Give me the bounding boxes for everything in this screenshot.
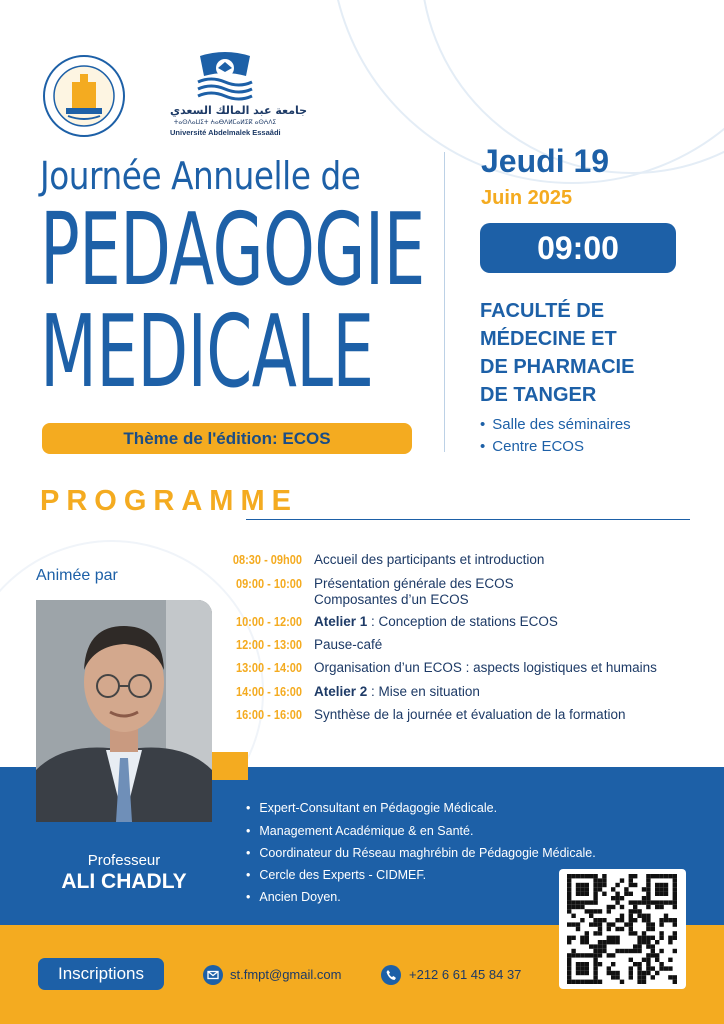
speaker-photo bbox=[36, 600, 212, 822]
programme-activity bbox=[314, 614, 558, 630]
university-emblem-icon bbox=[170, 52, 280, 102]
programme-activity bbox=[314, 552, 544, 568]
inscriptions-button[interactable]: Inscriptions bbox=[38, 958, 164, 990]
event-month: Juin 2025 bbox=[481, 187, 573, 209]
vertical-divider bbox=[444, 152, 445, 452]
email-icon bbox=[203, 965, 223, 985]
programme-activity bbox=[314, 684, 480, 700]
venue-line: FACULTÉ DE bbox=[480, 300, 605, 322]
credential-item: • Management Académique & en Santé. bbox=[246, 824, 473, 838]
programme-title: PROGRAMME bbox=[40, 485, 298, 517]
activity-text: Accueil des participants et introduction bbox=[314, 552, 545, 567]
programme-time: 12:00 - 13:00 bbox=[235, 638, 302, 652]
activity-text: : Mise en situation bbox=[367, 684, 480, 699]
programme-activity bbox=[314, 707, 625, 723]
room-item: • Salle des séminaires bbox=[480, 416, 631, 433]
university-name-tifinagh: ⵜⴰⵙⴷⴰⵡⵉⵜ ⵄⴰⴱⴷⵍⵎⴰⵍⵉⴽ ⴰⵙⵄⴷⵉ bbox=[173, 119, 277, 126]
programme-time: 16:00 - 16:00 bbox=[235, 708, 302, 722]
theme-banner bbox=[42, 423, 412, 454]
activity-text: : Conception de stations ECOS bbox=[367, 614, 558, 629]
theme-value: ECOS bbox=[282, 429, 331, 448]
theme-prefix: Thème de l'édition: bbox=[123, 429, 283, 448]
programme-time: 14:00 - 16:00 bbox=[235, 685, 302, 699]
credential-item: • Ancien Doyen. bbox=[246, 890, 341, 904]
university-name-latin: Université Abdelmalek Essaâdi bbox=[170, 128, 281, 137]
activity-text: Synthèse de la journée et évaluation de la formation bbox=[314, 707, 626, 722]
phone-icon bbox=[381, 965, 401, 985]
venue-line: MÉDECINE ET bbox=[480, 328, 617, 350]
qr-code[interactable] bbox=[559, 869, 686, 989]
venue-line: DE PHARMACIE bbox=[480, 356, 635, 378]
credential-item: • Cercle des Experts - CIDMEF. bbox=[246, 868, 426, 882]
event-venue bbox=[480, 297, 700, 409]
programme-time: 13:00 - 14:00 bbox=[235, 661, 302, 675]
activity-text: Organisation d’un ECOS : aspects logistiques et humains bbox=[314, 660, 657, 675]
event-time: 09:00 bbox=[480, 223, 676, 273]
programme-time: 09:00 - 10:00 bbox=[235, 577, 302, 591]
animated-by-label: Animée par bbox=[36, 567, 118, 584]
credential-item: • Coordinateur du Réseau maghrébin de Pédagogie Médicale. bbox=[246, 846, 596, 860]
university-logo bbox=[170, 52, 308, 142]
title-line-1: Journée Annuelle de bbox=[40, 154, 361, 198]
programme-divider bbox=[246, 519, 690, 520]
accent-tab bbox=[210, 752, 248, 780]
activity-text: Pause-café bbox=[314, 637, 383, 652]
qr-code-icon bbox=[559, 869, 686, 989]
room-item: • Centre ECOS bbox=[480, 438, 584, 455]
university-name-arabic: جامعة عبد المالك السعدي bbox=[170, 104, 308, 117]
activity-bold: Atelier 1 bbox=[314, 614, 368, 629]
faculty-seal-logo bbox=[42, 54, 126, 138]
contact-phone[interactable]: +212 6 61 45 84 37 bbox=[409, 967, 522, 982]
title-pedagogie: PEDAGOGIE bbox=[40, 191, 425, 308]
programme-time: 10:00 - 12:00 bbox=[235, 615, 302, 629]
speaker-title: Professeur bbox=[87, 852, 161, 869]
venue-line: DE TANGER bbox=[480, 384, 597, 406]
programme-activity bbox=[314, 576, 514, 608]
activity-text: Présentation générale des ECOS bbox=[314, 576, 514, 591]
activity-text: Composantes d’un ECOS bbox=[314, 592, 469, 607]
speaker-name: ALI CHADLY bbox=[61, 870, 187, 893]
programme-activity bbox=[314, 660, 657, 676]
event-day: Jeudi 19 bbox=[481, 143, 610, 179]
credential-item: • Expert-Consultant en Pédagogie Médicale. bbox=[246, 801, 497, 815]
title-medicale: MEDICALE bbox=[40, 293, 374, 410]
activity-bold: Atelier 2 bbox=[314, 684, 368, 699]
programme-time: 08:30 - 09h00 bbox=[232, 553, 302, 567]
contact-email[interactable]: st.fmpt@gmail.com bbox=[230, 967, 342, 982]
programme-activity bbox=[314, 637, 382, 653]
